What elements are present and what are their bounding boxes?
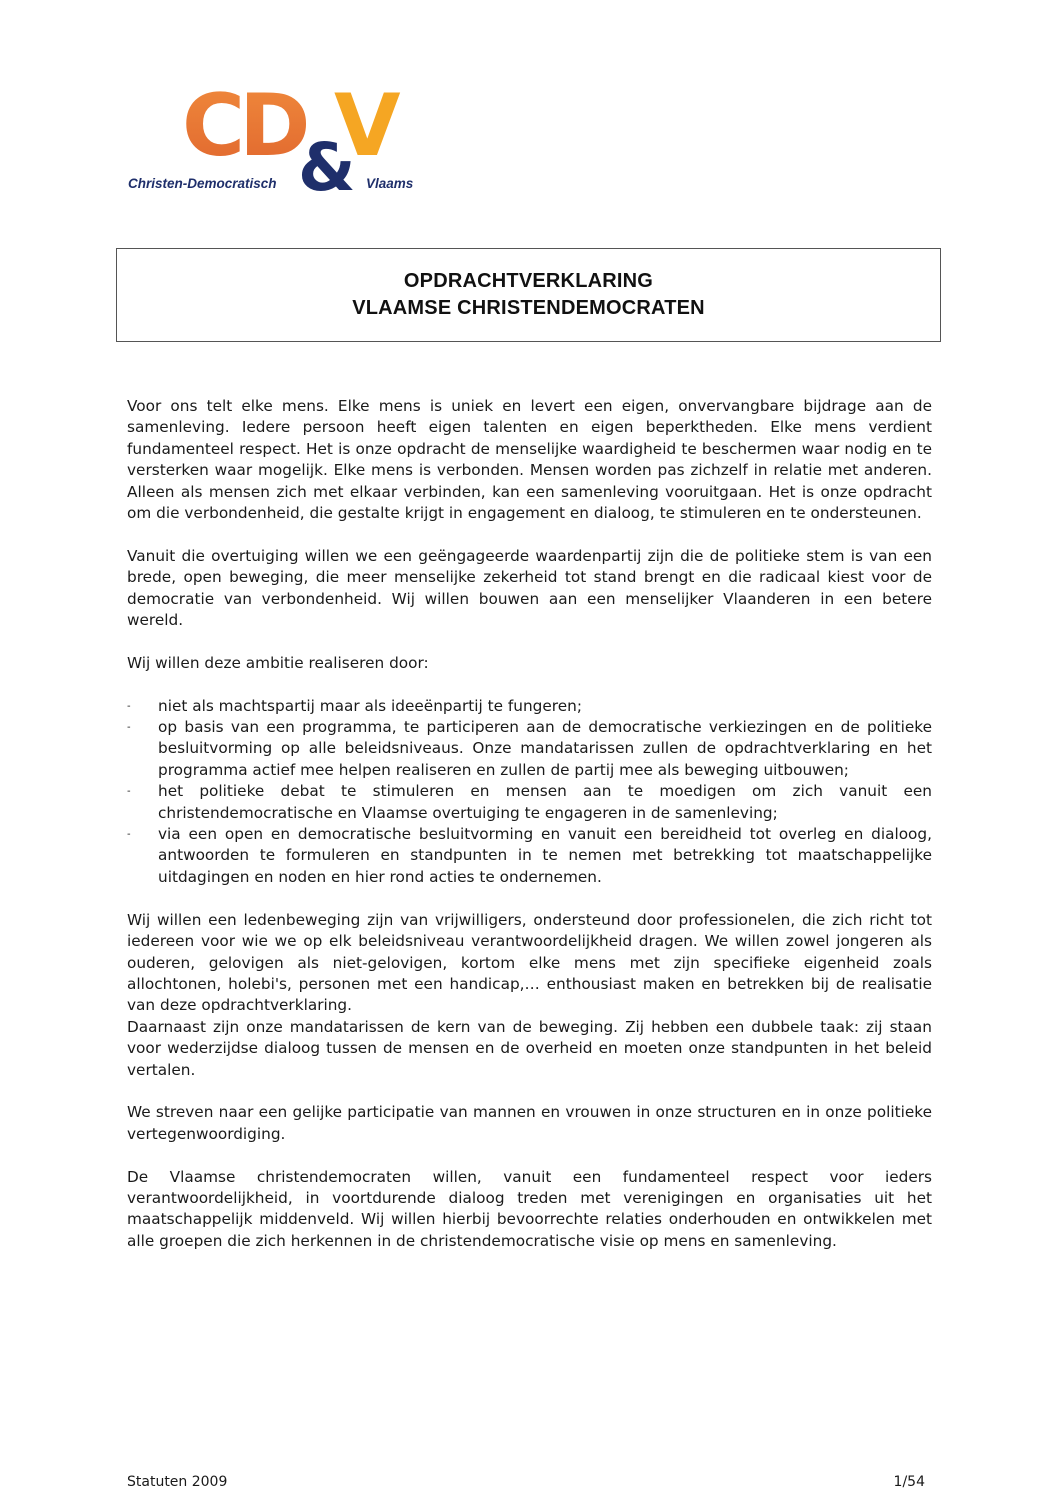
- title-box: [116, 248, 941, 342]
- list-item-text: het politieke debat te stimuleren en mensen aan te moedigen om zich vanuit een christendemocratische en Vlaamse overtuiging te engageren in de samenleving;: [158, 782, 932, 822]
- title-line-2: VLAAMSE CHRISTENDEMOCRATEN: [352, 297, 705, 319]
- list-item: [127, 696, 932, 717]
- paragraph-equality: We streven naar een gelijke participatie van mannen en vrouwen in onze structuren en in onze politieke vertegenwoordiging.: [127, 1103, 932, 1143]
- paragraph-intro: Voor ons telt elke mens. Elke mens is uniek en levert een eigen, onvervangbare bijdrage aan de samenleving. Iedere persoon heeft eigen talenten en eigen beperktheden. Elke mens verdient fundamenteel respect. Het is onze opdracht de menselijke waardigheid te beschermen waar nodig en te versterken waar mogelijk. Elke mens is verbonden. Mensen worden pas zichzelf in relatie met anderen. Alleen als mensen zich met elkaar verbinden, kan een samenleving vooruitgaan. Het is onze opdracht om die verbondenheid, die gestalte krijgt in engagement en dialoog, te stimuleren en te ondersteunen.: [127, 397, 932, 523]
- footer-page-number: 1/54: [893, 1474, 925, 1490]
- list-item-text: op basis van een programma, te participeren aan de democratische verkiezingen en de politieke besluitvorming op alle beleidsniveaus. Onze mandatarissen zullen de opdrachtverklaring en het programma actief mee helpen realiseren en zullen de partij mee als beweging uitbouwen;: [158, 718, 932, 779]
- logo-left-text: Christen-Democratisch: [128, 176, 277, 191]
- logo-cd-letters: CD: [182, 82, 305, 176]
- footer-document-name: Statuten 2009: [127, 1474, 228, 1490]
- list-item-text: via een open en democratische besluitvorming en vanuit een bereidheid tot overleg en dialoog, antwoorden te formuleren en standpunten in te nemen met betrekking tot maatschappelijke uitdagingen en noden en hier rond acties te ondernemen.: [158, 825, 932, 886]
- paragraph-dialogue: De Vlaamse christendemocraten willen, vanuit een fundamenteel respect voor ieders verantwoordelijkheid, in voortdurende dialoog treden met verenigingen en organisaties uit het maatschappelijk middenveld. Wij willen hierbij bevoorrechte relaties onderhouden en ontwikkelen met alle groepen die zich herkennen in de christendemocratische visie op mens en samenleving.: [127, 1167, 932, 1250]
- list-item: [127, 824, 932, 888]
- logo-v-letter: V: [334, 82, 401, 176]
- bullet-marker: -: [127, 700, 131, 712]
- list-item: [127, 781, 932, 824]
- list-item: [127, 717, 932, 781]
- ambition-list: [127, 696, 932, 889]
- document-body: [127, 396, 932, 1274]
- list-item-text: niet als machtspartij maar als ideeënpartij te fungeren;: [158, 696, 583, 715]
- logo-right-text: Vlaams: [366, 176, 414, 191]
- bullet-marker: -: [127, 722, 131, 734]
- paragraph-members: Wij willen een ledenbeweging zijn van vrijwilligers, ondersteund door professionelen, die zich richt tot iedereen voor wie we op elk beleidsniveau verantwoordelijkheid dragen. We willen zowel jongeren als ouderen, gelovigen als niet-gelovigen, kortom elke mens met zijn specifieke eigenheid zoals allochtonen, holebi's, personen met een handicap,… enthousiast maken en betrekken bij de realisatie van deze opdrachtverklaring.: [127, 910, 932, 1015]
- cdv-logo: [126, 82, 426, 200]
- paragraph-mandataries: Daarnaast zijn onze mandatarissen de kern van de beweging. Zij hebben een dubbele taak: zij staan voor wederzijdse dialoog tussen de mensen en de overheid en moeten onze standpunten in het beleid vertalen.: [127, 1017, 932, 1079]
- paragraph-ambition: Wij willen deze ambitie realiseren door:: [127, 653, 429, 672]
- logo-ampersand: &: [298, 129, 356, 200]
- paragraph-conviction: Vanuit die overtuiging willen we een geëngageerde waardenpartij zijn die de politieke stem is van een brede, open beweging, die meer menselijke zekerheid tot stand brengt en die radicaal kiest voor de democratie van verbondenheid. Wij willen bouwen aan een menselijker Vlaanderen in een betere wereld.: [127, 546, 932, 630]
- bullet-marker: -: [127, 829, 131, 841]
- bullet-marker: -: [127, 786, 131, 798]
- title-line-1: OPDRACHTVERKLARING: [403, 270, 654, 292]
